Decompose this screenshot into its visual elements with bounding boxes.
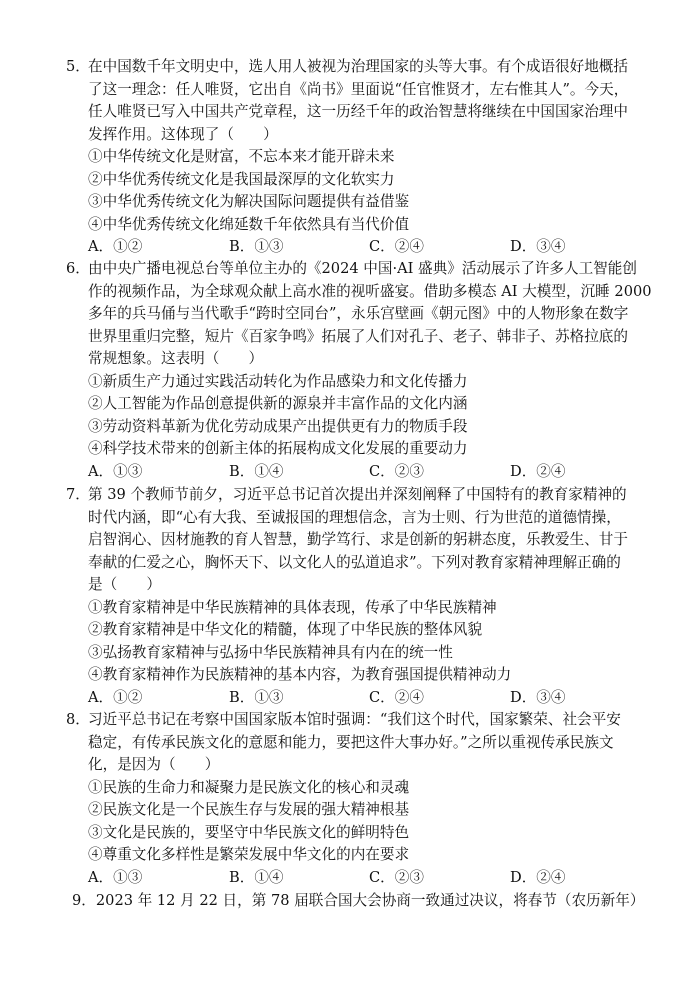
statement-option: ②人工智能为作品创意提供新的源泉并丰富作品的文化内涵	[88, 395, 468, 412]
question-stem-line: 6．由中央广播电视总台等单位主办的《2024 中国·AI 盛典》活动展示了许多人工智能创	[66, 258, 636, 281]
statement-option: ③弘扬教育家精神与弘扬中华民族精神具有内在的统一性	[88, 643, 453, 661]
answer-choices	[66, 236, 636, 259]
statement-option: ④科学技术带来的创新主体的拓展构成文化发展的重要动力	[88, 440, 468, 457]
question-7	[66, 484, 636, 709]
statement-option: ④尊重文化多样性是繁荣发展中华文化的内在要求	[88, 846, 410, 863]
choice-c: C．②④	[369, 688, 424, 706]
choice-b: B．①③	[229, 238, 284, 255]
question-stem-line: 作的视频作品，为全球观众献上高水准的视听盛宴。借助多模态 AI 大模型，沉睡 2000	[88, 282, 652, 300]
statement-option: ②中华优秀传统文化是我国最深厚的文化软实力	[88, 170, 395, 188]
question-stem-line: 启智润心、因材施教的育人智慧，勤学笃行、求是创新的躬耕态度，乐教爱生、甘于	[88, 531, 628, 548]
statement-option: ④中华优秀传统文化绵延数千年依然具有当代价值	[88, 215, 410, 233]
statement-option: ③中华优秀传统文化为解决国际问题提供有益借鉴	[88, 193, 410, 210]
question-number: 5．	[66, 58, 90, 75]
choice-c: C．②③	[369, 462, 424, 480]
question-number: 8．	[66, 711, 90, 728]
question-number: 7．	[66, 486, 90, 503]
choice-d: D．③④	[510, 688, 566, 706]
question-stem-line: 是（ ）	[88, 576, 161, 593]
statement-option: ①新质生产力通过实践活动转化为作品感染力和文化传播力	[88, 372, 468, 390]
question-6	[66, 258, 652, 483]
question-stem-line: 奉献的仁爱之心，胸怀天下、以文化人的弘道追求”。下列对教育家精神理解正确的	[88, 553, 621, 571]
statement-option: ③文化是民族的，要坚守中华民族文化的鲜明特色	[88, 823, 410, 841]
answer-choices	[66, 461, 636, 484]
statement-option: ①民族的生命力和凝聚力是民族文化的核心和灵魂	[88, 778, 410, 796]
question-stem-line: 7．第 39 个教师节前夕，习近平总书记首次提出并深刻阐释了中国特有的教育家精神的	[66, 484, 636, 507]
question-stem-line: 世界里重归完整，短片《百家争鸣》拓展了人们对孔子、老子、韩非子、苏格拉底的	[88, 327, 628, 345]
statement-option: ②教育家精神是中华文化的精髓，体现了中华民族的整体风貌	[88, 621, 483, 638]
statement-option: ③劳动资料革新为优化劳动成果产出提供更有力的物质手段	[88, 417, 468, 435]
question-5	[66, 56, 636, 259]
choice-a: A．①③	[88, 868, 143, 886]
answer-choices	[66, 867, 636, 890]
question-stem-line: 常规想象。这表明（ ）	[88, 350, 264, 367]
choice-a: A．①②	[88, 238, 143, 255]
question-8	[66, 709, 636, 889]
choice-c: C．②④	[369, 238, 424, 255]
question-stem-line: 发挥作用。这体现了（ ）	[88, 125, 278, 143]
choice-c: C．②③	[369, 868, 424, 886]
question-stem-line: 了这一理念：任人唯贤，它出自《尚书》里面说“任官惟贤才，左右惟其人”。今天，	[88, 80, 629, 98]
answer-choices	[66, 687, 636, 710]
choice-a: A．①②	[88, 688, 143, 706]
question-number: 6．	[66, 260, 90, 277]
choice-b: B．①④	[229, 868, 284, 886]
choice-d: D．②④	[510, 868, 566, 886]
choice-b: B．①④	[229, 462, 284, 480]
question-stem-line: 化，是因为（ ）	[88, 756, 220, 773]
choice-d: D．③④	[510, 238, 566, 255]
statement-option: ①中华传统文化是财富，不忘本来才能开辟未来	[88, 148, 395, 165]
choice-b: B．①③	[229, 688, 284, 706]
question-stem-line: 时代内涵，即“心有大我、至诚报国的理想信念，言为士则、行为世范的道德情操，	[88, 508, 621, 526]
question-stem-line: 任人唯贤已写入中国共产党章程，这一历经千年的政治智慧将继续在中国国家治理中	[88, 103, 628, 120]
statement-option: ④教育家精神作为民族精神的基本内容，为教育强国提供精神动力	[88, 666, 512, 683]
question-stem-line: 9．2023 年 12 月 22 日，第 78 届联合国大会协商一致通过决议，将春节（农历新年）	[72, 892, 645, 909]
question-stem-line: 5．在中国数千年文明史中，选人用人被视为治理国家的头等大事。有个成语很好地概括	[66, 56, 636, 79]
question-stem-line: 8．习近平总书记在考察中国国家版本馆时强调：“我们这个时代，国家繁荣、社会平安	[66, 709, 636, 732]
choice-d: D．②④	[510, 462, 566, 480]
statement-option: ②民族文化是一个民族生存与发展的强大精神根基	[88, 801, 410, 818]
choice-a: A．①③	[88, 462, 143, 480]
question-stem-line: 稳定，有传承民族文化的意愿和能力，要把这件大事办好。”之所以重视传承民族文	[88, 733, 614, 751]
question-9	[66, 890, 645, 913]
question-stem-line: 多年的兵马俑与当代歌手“跨时空同台”，永乐宫壁画《朝元图》中的人物形象在数字	[88, 305, 629, 322]
statement-option: ①教育家精神是中华民族精神的具体表现，传承了中华民族精神	[88, 598, 497, 616]
